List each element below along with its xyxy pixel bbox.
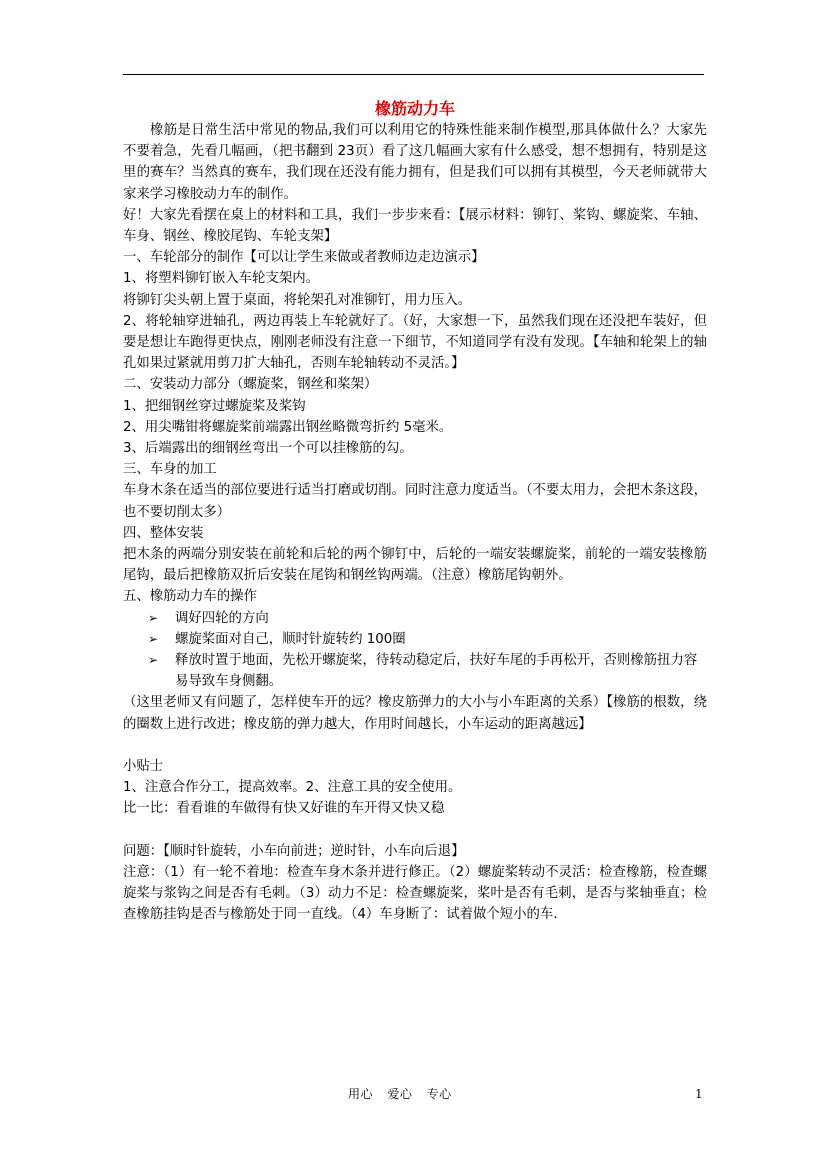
spacer	[123, 735, 707, 756]
section-heading: 三、车身的加工	[123, 462, 217, 478]
step-text: 1、把细钢丝穿过螺旋桨及桨钩	[123, 398, 306, 414]
question-paragraph: （这里老师又有问题了，怎样使车开的远？橡皮筋弹力的大小与小车距离的关系）【橡筋的根数，绕的圈数上进行改进；橡皮筋的弹力越大，作用时间越长，小车运动的距离越远】	[123, 695, 707, 732]
page-number: 1	[695, 1087, 703, 1101]
section-heading: 四、整体安装	[123, 525, 204, 541]
tips-heading: 小贴士	[123, 759, 164, 775]
operation-list	[123, 608, 707, 693]
notes-paragraph: 注意：（1）有一轮不着地：检查车身木条并进行修正。（2）螺旋桨转动不灵活：检查橡筋，检查螺旋桨与浆钩之间是否有毛刺。（3）动力不足：检查螺旋桨，桨叶是否有毛刺，是否与桨轴垂直；检查橡筋挂钩是否与橡筋处于同一直线。（4）车身断了：试着做个短小的车.	[123, 865, 707, 923]
arrow-bullet-icon: ➢	[148, 631, 159, 646]
list-item	[123, 608, 707, 629]
section-body: 把木条的两端分别安装在前轮和后轮的两个铆钉中，后轮的一端安装螺旋桨，前轮的一端安装橡筋尾钩，最后把橡筋双折后安装在尾钩和钢丝钩两端。（注意）橡筋尾钩朝外。	[123, 547, 707, 584]
tips-body: 1、注意合作分工，提高效率。2、注意工具的安全使用。	[123, 780, 462, 796]
step-text: 1、将塑料铆钉嵌入车轮支架内。	[123, 271, 319, 287]
arrow-bullet-icon: ➢	[148, 610, 159, 625]
step-text: 2、用尖嘴钳将螺旋桨前端露出钢丝略微弯折约 5毫米。	[123, 419, 453, 435]
materials-paragraph: 好！大家先看摆在桌上的材料和工具，我们一步步来看：【展示材料：铆钉、桨钩、螺旋桨、车轴、车身、钢丝、橡胶尾钩、车轮支架】	[123, 207, 707, 245]
section-body: 车身木条在适当的部位要进行适当打磨或切削。同时注意力度适当。（不要太用力，会把木条这段，也不要切削太多）	[123, 483, 707, 520]
footer-motto: 用心 爱心 专心	[348, 1087, 452, 1101]
document-body	[123, 98, 707, 926]
step-text: 2、将轮轴穿进轴孔，两边再装上车轮就好了。（好，大家想一下，虽然我们现在还没把车装好，但要是想让车跑得更快点，刚刚老师没有注意一下细节，不知道同学有没有发现。【车轴和轮架上的轴孔如果过紧就用剪刀扩大轴孔，否则车轮轴转动不灵活。】	[123, 313, 707, 372]
section-heading: 五、橡筋动力车的操作	[123, 589, 257, 605]
section-heading: 二、安装动力部分（螺旋桨，钢丝和桨架）	[123, 377, 378, 393]
list-item-text: 调好四轮的方向	[175, 610, 269, 626]
problem-paragraph: 问题：【顺时针旋转，小车向前进；逆时针，小车向后退】	[123, 843, 465, 859]
intro-paragraph: 橡筋是日常生活中常见的物品,我们可以利用它的特殊性能来制作模型,那具体做什么？大家先不要着急，先看几幅画，（把书翻到 23页）看了这几幅画大家有什么感受，想不想拥有，特别是这里的赛车？当然真的赛车，我们现在还没有能力拥有，但是我们可以拥有其模型，今天老师就带大家来学习橡胶动力车的制作。	[123, 123, 707, 202]
list-item	[123, 629, 707, 650]
list-item-text: 螺旋桨面对自己，顺时针旋转约 100圈	[175, 631, 406, 647]
section-heading: 一、车轮部分的制作【可以让学生来做或者教师边走边演示】	[123, 250, 485, 266]
step-text: 3、后端露出的细钢丝弯出一个可以挂橡筋的勾。	[123, 441, 413, 457]
spacer	[123, 820, 707, 841]
list-item	[123, 650, 707, 692]
arrow-bullet-icon: ➢	[148, 653, 159, 668]
list-item-text: 释放时置于地面，先松开螺旋桨，待转动稳定后，扶好车尾的手再松开，否则橡筋扭力容易导致车身侧翻。	[175, 653, 698, 690]
header-rule	[123, 74, 704, 75]
compare-paragraph: 比一比：看看谁的车做得有快又好谁的车开得又快又稳	[123, 801, 445, 817]
document-title: 橡筋动力车	[374, 99, 455, 118]
step-detail: 将铆钉尖头朝上置于桌面，将轮架孔对准铆钉，用力压入。	[123, 292, 472, 308]
